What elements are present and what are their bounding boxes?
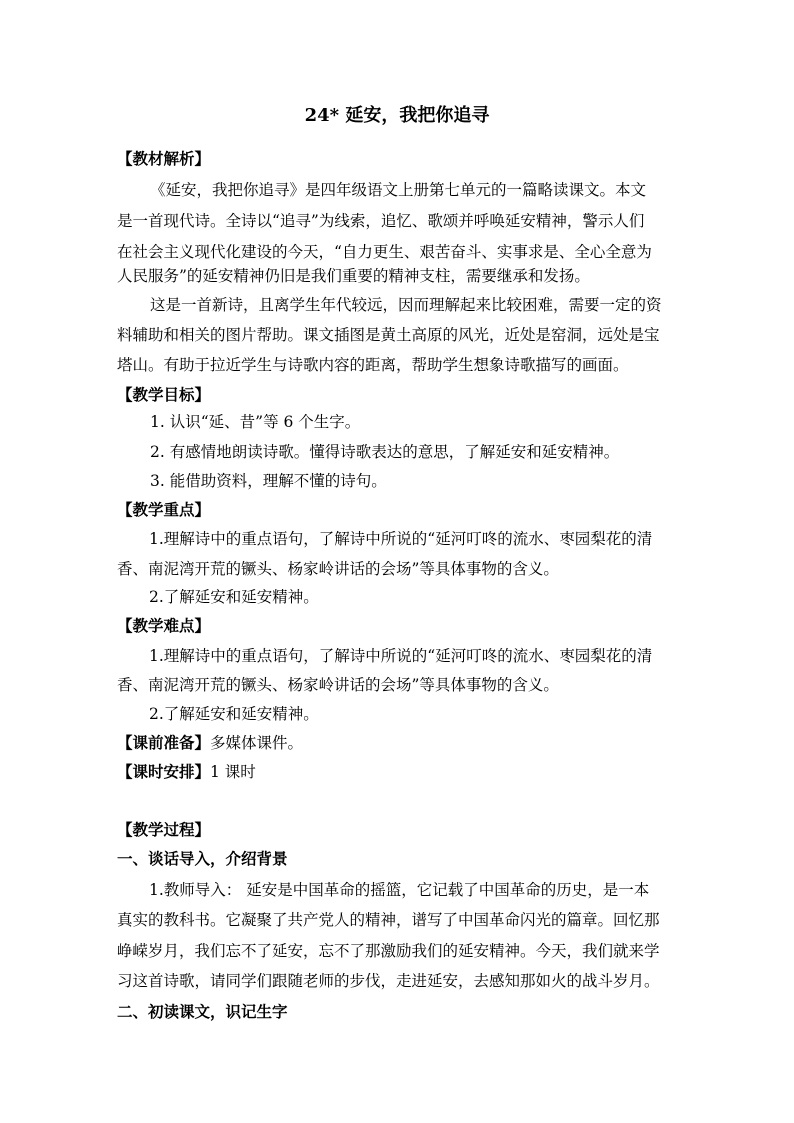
analysis-paragraph-line: 塔山。有助于拉近学生与诗歌内容的距离，帮助学生想象诗歌描写的画面。 [117, 356, 629, 374]
difficult-point-line: 2.了解延安和延安精神。 [149, 705, 319, 723]
process-step-line: 1.教师导入： 延安是中国革命的摇篮，它记载了中国革命的历史，是一本 [149, 881, 650, 899]
prep-value: 多媒体课件。 [210, 734, 304, 752]
analysis-heading: 【教材解析】 [117, 149, 211, 168]
process-step-title: 一、谈话导入，介绍背景 [117, 849, 288, 868]
process-heading: 【教学过程】 [117, 820, 211, 839]
goal-item: 1. 认识“延、昔”等 6 个生字。 [150, 413, 361, 431]
difficult-point-line: 1.理解诗中的重点语句，了解诗中所说的“延河叮咚的流水、枣园梨花的清 [149, 647, 653, 665]
analysis-paragraph-line: 在社会主义现代化建设的今天，“自力更生、艰苦奋斗、实事求是、全心全意为 [117, 243, 652, 261]
process-step-title: 二、初读课文，识记生字 [117, 1002, 288, 1021]
analysis-paragraph-line: 料辅助和相关的图片帮助。课文插图是黄土高原的风光，近处是窑洞，远处是宝 [117, 326, 660, 344]
process-step-line: 真实的教科书。它凝聚了共产党人的精神，谱写了中国革命闪光的篇章。回忆那 [117, 911, 660, 929]
key-point-line: 1.理解诗中的重点语句，了解诗中所说的“延河叮咚的流水、枣园梨花的清 [149, 530, 653, 548]
prep-line [117, 733, 677, 753]
key-points-heading: 【教学重点】 [117, 500, 211, 519]
key-point-line: 香、南泥湾开荒的镢头、杨家岭讲话的会场”等具体事物的含义。 [117, 560, 559, 578]
process-step-line: 峥嵘岁月，我们忘不了延安，忘不了那激励我们的延安精神。今天，我们就来学 [117, 942, 660, 960]
goal-item: 2. 有感情地朗读诗歌。懂得诗歌表达的意思，了解延安和延安精神。 [150, 443, 620, 461]
analysis-paragraph-line: 《延安，我把你追寻》是四年级语文上册第七单元的一篇略读课文。本文 [150, 181, 647, 199]
analysis-paragraph-line: 这是一首新诗，且离学生年代较远，因而理解起来比较困难，需要一定的资 [150, 296, 662, 314]
difficult-point-line: 香、南泥湾开荒的镢头、杨家岭讲话的会场”等具体事物的含义。 [117, 676, 559, 694]
goals-heading: 【教学目标】 [117, 385, 211, 404]
prep-label: 【课前准备】 [117, 733, 211, 752]
schedule-value: 1 课时 [210, 763, 256, 781]
schedule-label: 【课时安排】 [117, 762, 211, 781]
analysis-paragraph-line: 是一首现代诗。全诗以“追寻”为线索，追忆、歌颂并呼唤延安精神，警示人们 [117, 212, 645, 230]
goal-item: 3. 能借助资料，理解不懂的诗句。 [150, 472, 387, 490]
page-title: 24* 延安，我把你追寻 [304, 105, 490, 126]
process-step-line: 习这首诗歌，请同学们跟随老师的步伐，走进延安，去感知那如火的战斗岁月。 [117, 972, 660, 990]
schedule-line [117, 762, 677, 782]
difficult-points-heading: 【教学难点】 [117, 616, 211, 635]
analysis-paragraph-line: 人民服务”的延安精神仍旧是我们重要的精神支柱，需要继承和发扬。 [117, 267, 590, 285]
key-point-line: 2.了解延安和延安精神。 [149, 588, 319, 606]
